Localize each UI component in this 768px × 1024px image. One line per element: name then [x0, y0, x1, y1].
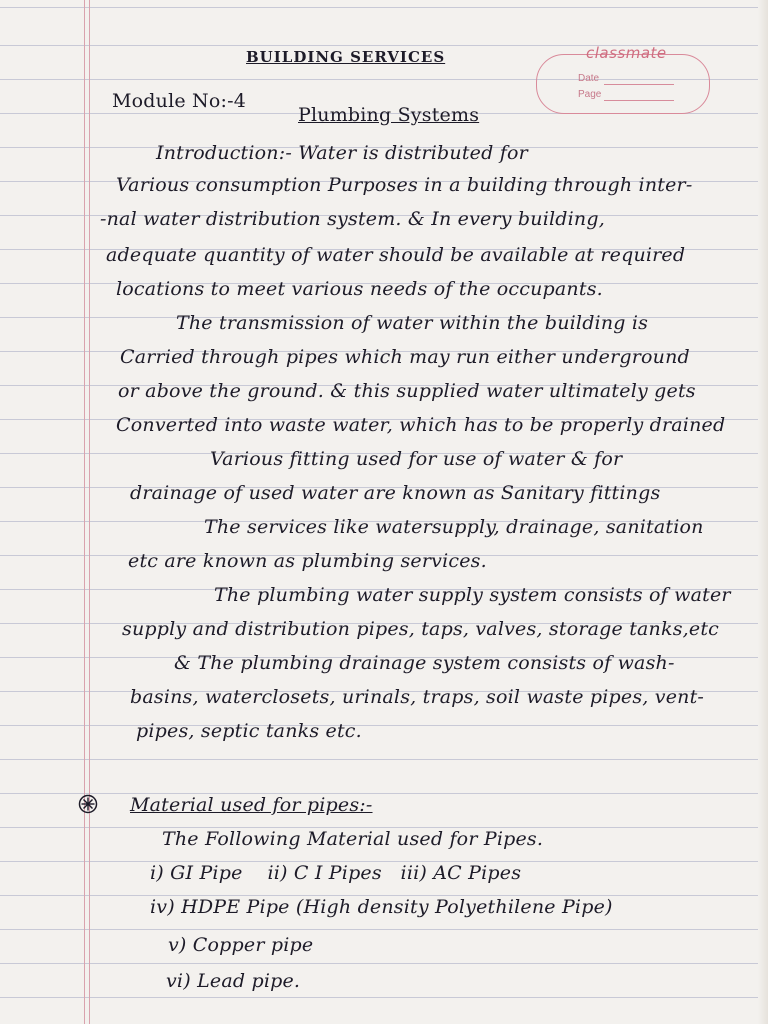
list-item: i) GI Pipe ii) C I Pipes iii) AC Pipes	[150, 862, 522, 884]
margin-line	[89, 0, 90, 1024]
stamp-date-label: Date	[578, 73, 600, 84]
text-line: pipes, septic tanks etc.	[136, 720, 362, 742]
text-line: Various consumption Purposes in a building through inter-	[116, 174, 693, 196]
text-line: The services like watersupply, drainage, sanitation	[204, 516, 704, 538]
list-item: vi) Lead pipe.	[166, 970, 301, 992]
module-label: Module No:-4	[112, 90, 247, 112]
text-line: etc are known as plumbing services.	[128, 550, 487, 572]
text-line: Various fitting used for use of water & for	[210, 448, 623, 470]
module-topic: Plumbing Systems	[298, 104, 480, 126]
list-item: iv) HDPE Pipe (High density Polyethilene Pipe)	[150, 896, 613, 918]
page-edge-shadow	[758, 0, 768, 1024]
text-line: The transmission of water within the building is	[176, 312, 649, 334]
stamp-date-line	[604, 84, 674, 85]
text-line: -nal water distribution system. & In every building,	[100, 208, 605, 230]
text-line: basins, waterclosets, urinals, traps, soil waste pipes, vent-	[130, 686, 705, 708]
text-line: adequate quantity of water should be available at required	[106, 244, 686, 266]
section-heading: Material used for pipes:-	[130, 794, 373, 816]
text-line: The Following Material used for Pipes.	[162, 828, 544, 850]
asterisk-bullet-icon	[78, 794, 98, 814]
text-line: Carried through pipes which may run either underground	[120, 346, 690, 368]
text-line: or above the ground. & this supplied water ultimately gets	[118, 380, 696, 402]
stamp-page-line	[604, 100, 674, 101]
stamp-page-label: Page	[578, 89, 602, 100]
text-line: Converted into waste water, which has to be properly drained	[116, 414, 726, 436]
page-title: BUILDING SERVICES	[246, 48, 446, 66]
text-line: locations to meet various needs of the occupants.	[116, 278, 603, 300]
text-line: Introduction:- Water is distributed for	[156, 142, 528, 164]
list-item: v) Copper pipe	[168, 934, 314, 956]
text-line: drainage of used water are known as Sanitary fittings	[130, 482, 661, 504]
text-line: supply and distribution pipes, taps, valves, storage tanks,etc	[122, 618, 720, 640]
stamp-brand: classmate	[586, 44, 667, 62]
text-line: & The plumbing drainage system consists of wash-	[174, 652, 675, 674]
margin-line	[84, 0, 85, 1024]
text-line: The plumbing water supply system consists of water	[214, 584, 731, 606]
